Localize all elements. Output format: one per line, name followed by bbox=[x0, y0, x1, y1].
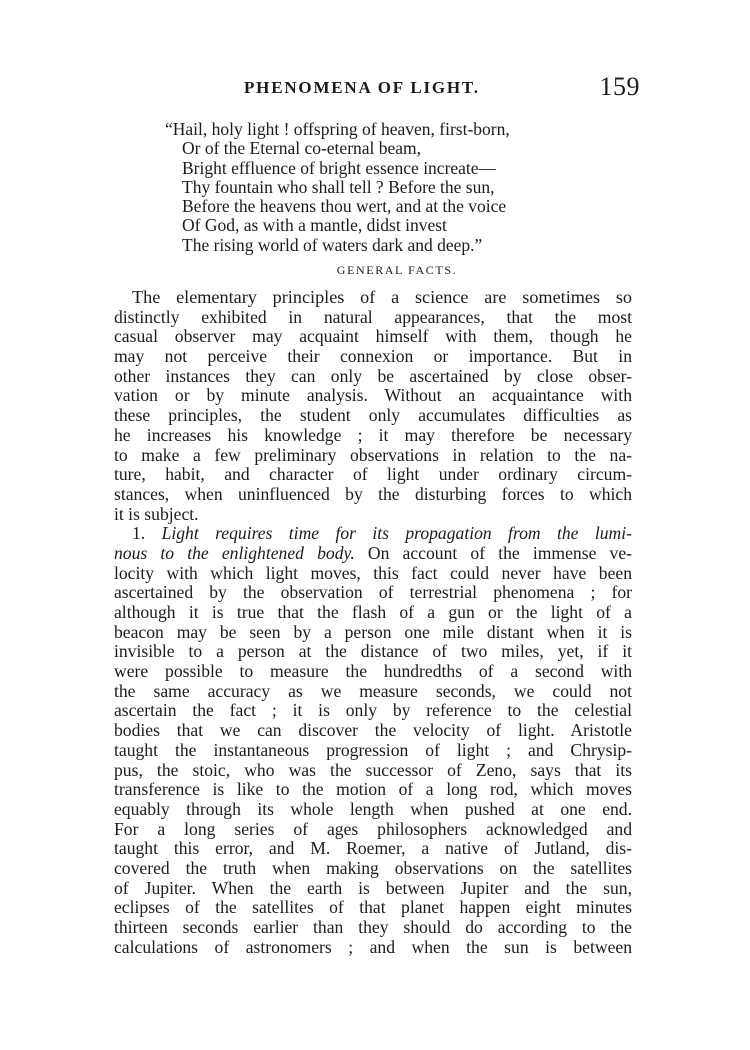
text-line bbox=[114, 544, 632, 564]
italic-heading: Light requires time for its propagation from the lumi- bbox=[161, 523, 632, 544]
text-line: invisible to a person at the distance of two miles, yet, if it bbox=[114, 641, 632, 662]
text-line: of Jupiter. When the earth is between Jupiter and the sun, bbox=[114, 877, 632, 898]
italic-heading: nous to the enlightened body. bbox=[114, 542, 355, 563]
text-line: ascertain the fact ; it is only by reference to the celestial bbox=[114, 700, 632, 721]
text-line bbox=[114, 524, 632, 544]
text-line: taught the instantaneous progression of light ; and Chrysip- bbox=[114, 739, 632, 760]
text-line: equably through its whole length when pushed at one end. bbox=[114, 798, 632, 819]
text-line: calculations of astronomers ; and when the sun is between bbox=[114, 936, 632, 957]
paragraph-number: 1. bbox=[132, 523, 146, 544]
text-line: although it is true that the flash of a gun or the light of a bbox=[114, 602, 632, 622]
text-line: the same accuracy as we measure seconds, we could not bbox=[114, 680, 632, 701]
text-line: beacon may be seen by a person one mile distant when it is bbox=[114, 621, 632, 642]
text-line: to make a few preliminary observations in relation to the na- bbox=[114, 444, 632, 465]
text-line: covered the truth when making observations on the satellites bbox=[114, 857, 632, 878]
text-span: On account of the immense ve- bbox=[354, 542, 632, 563]
poem-line: Thy fountain who shall tell ? Before the sun, bbox=[182, 176, 495, 197]
text-line: stances, when uninfluenced by the disturbing forces to which bbox=[114, 483, 632, 504]
text-line: he increases his knowledge ; it may therefore be necessary bbox=[114, 424, 632, 445]
poem-line: The rising world of waters dark and deep.” bbox=[182, 234, 483, 255]
running-title: PHENOMENA OF LIGHT. bbox=[244, 78, 480, 97]
section-heading: GENERAL FACTS. bbox=[336, 263, 458, 277]
text-line: vation or by minute analysis. Without an acquaintance with bbox=[114, 385, 632, 406]
text-line: eclipses of the satellites of that planet happen eight minutes bbox=[114, 897, 632, 918]
text-line: casual observer may acquaint himself with them, though he bbox=[114, 326, 632, 347]
text-line: it is subject. bbox=[114, 503, 199, 524]
text-line: ture, habit, and character of light under ordinary circum- bbox=[114, 464, 632, 485]
page-header bbox=[112, 74, 640, 108]
text-line: transference is like to the motion of a long rod, which moves bbox=[114, 779, 632, 800]
body-text bbox=[114, 288, 632, 957]
poem-quotation bbox=[165, 120, 585, 255]
text-line: were possible to measure the hundredths of a second with bbox=[114, 661, 632, 682]
text-line: thirteen seconds earlier than they should do according to the bbox=[114, 917, 632, 937]
text-line: these principles, the student only accumulates difficulties as bbox=[114, 405, 632, 426]
text-line: locity with which light moves, this fact could never have been bbox=[114, 562, 632, 583]
poem-line: “Hail, holy light ! offspring of heaven, first-born, bbox=[165, 119, 510, 139]
poem-line: Bright effluence of bright essence increate— bbox=[182, 157, 497, 178]
text-line: may not perceive their connexion or importance. But in bbox=[114, 346, 632, 367]
page-number: 159 bbox=[599, 72, 640, 101]
text-line: taught this error, and M. Roemer, a native of Jutland, dis- bbox=[114, 838, 632, 859]
text-line: For a long series of ages philosophers acknowledged and bbox=[114, 818, 632, 839]
text-line: pus, the stoic, who was the successor of Zeno, says that its bbox=[114, 759, 632, 780]
text-line: The elementary principles of a science are sometimes so bbox=[132, 287, 632, 307]
poem-line: Or of the Eternal co-eternal beam, bbox=[182, 138, 422, 159]
text-line: other instances they can only be ascertained by close obser- bbox=[114, 365, 632, 386]
text-line: bodies that we can discover the velocity of light. Aristotle bbox=[114, 720, 632, 741]
poem-line: Of God, as with a mantle, didst invest bbox=[182, 215, 447, 236]
text-line: ascertained by the observation of terrestrial phenomena ; for bbox=[114, 582, 632, 603]
poem-line: Before the heavens thou wert, and at the voice bbox=[182, 196, 507, 217]
text-line: distinctly exhibited in natural appearances, that the most bbox=[114, 306, 632, 327]
